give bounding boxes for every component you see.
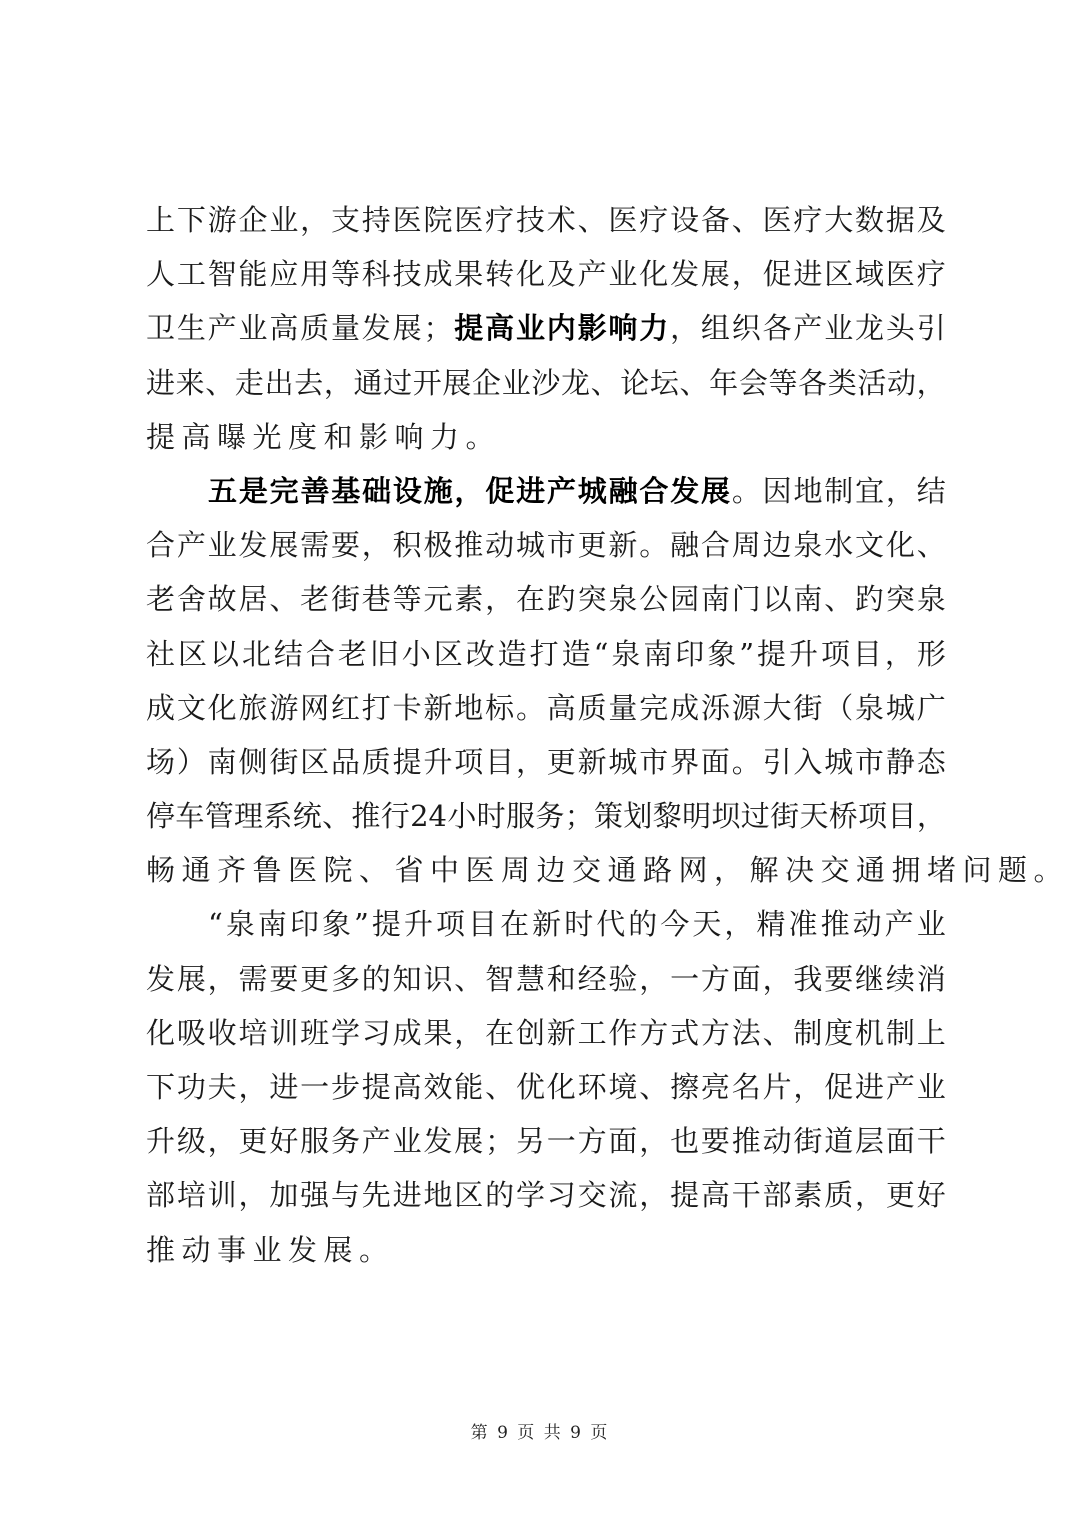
text-line: 部 培 训 ， 加 强 与 先 进 地 区 的 学 习 交 流 ， 提 高 干 部 素 质 ， 更 好	[146, 1178, 946, 1213]
text-line: 发 展 ， 需 要 更 多 的 知 识 、 智 慧 和 经 验 ， 一 方 面 ， 我 要 继 续 消	[146, 961, 946, 996]
text-line: 合 产 业 发 展 需 要 ， 积 极 推 动 城 市 更 新 。 融 合 周 边 泉 水 文 化 、	[146, 528, 946, 563]
text-line: 升 级 ， 更 好 服 务 产 业 发 展 ； 另 一 方 面 ， 也 要 推 动 街 道 层 面 干	[146, 1124, 946, 1159]
text-line: 五 是 完 善 基 础 设 施 ， 促 进 产 城 融 合 发 展 。 因 地 制 宜 ， 结	[208, 473, 946, 508]
text-line: 场 ） 南 侧 街 区 品 质 提 升 项 目 ， 更 新 城 市 界 面 。 引 入 城 市 静 态	[146, 744, 946, 779]
text-segment: 畅通齐鲁医院、省中医周边交通路网，解决交通拥堵问题。	[146, 853, 1070, 888]
text-line: 上 下 游 企 业 ， 支 持 医 院 医 疗 技 术 、 医 疗 设 备 、 医 疗 大 数 据 及	[146, 203, 946, 237]
text-line: 停 车 管 理 系 统 、 推 行 24 小 时 服 务 ； 策 划 黎 明 坝 过 街 天 桥 项 目 ，	[146, 799, 946, 834]
paragraph	[146, 897, 946, 1276]
body-text	[146, 193, 1070, 1277]
text-line	[146, 1223, 946, 1277]
paragraph	[146, 193, 946, 464]
text-segment: 推动事业发展。	[146, 1232, 395, 1267]
text-line: 社 区 以 北 结 合 老 旧 小 区 改 造 打 造 “ 泉 南 印 象 ” 提 升 项 目 ， 形	[146, 636, 946, 671]
text-line: 化 吸 收 培 训 班 学 习 成 果 ， 在 创 新 工 作 方 式 方 法 、 制 度 机 制 上	[146, 1015, 946, 1050]
text-line: 老 舍 故 居 、 老 街 巷 等 元 素 ， 在 趵 突 泉 公 园 南 门 以 南 、 趵 突 泉	[146, 582, 946, 617]
text-line: “ 泉 南 印 象 ” 提 升 项 目 在 新 时 代 的 今 天 ， 精 准 推 动 产 业	[208, 907, 946, 942]
text-line: 下 功 夫 ， 进 一 步 提 高 效 能 、 优 化 环 境 、 擦 亮 名 片 ， 促 进 产 业	[146, 1070, 946, 1104]
text-line	[146, 410, 946, 464]
text-line	[146, 843, 1070, 897]
page-footer: 第 9 页 共 9 页	[470, 1423, 610, 1443]
text-line: 成 文 化 旅 游 网 红 打 卡 新 地 标 。 高 质 量 完 成 泺 源 大 街 （ 泉 城 广	[146, 690, 946, 725]
paragraph	[146, 464, 1070, 898]
text-line: 卫 生 产 业 高 质 量 发 展 ； 提 高 业 内 影 响 力 ， 组 织 各 产 业 龙 头 引	[146, 311, 946, 346]
text-line: 人 工 智 能 应 用 等 科 技 成 果 转 化 及 产 业 化 发 展 ， 促 进 区 域 医 疗	[146, 257, 946, 292]
text-line: 进 来 、 走 出 去 ， 通 过 开 展 企 业 沙 龙 、 论 坛 、 年 会 等 各 类 活 动 ，	[146, 365, 946, 400]
text-segment: 提高曝光度和影响力。	[146, 419, 502, 454]
